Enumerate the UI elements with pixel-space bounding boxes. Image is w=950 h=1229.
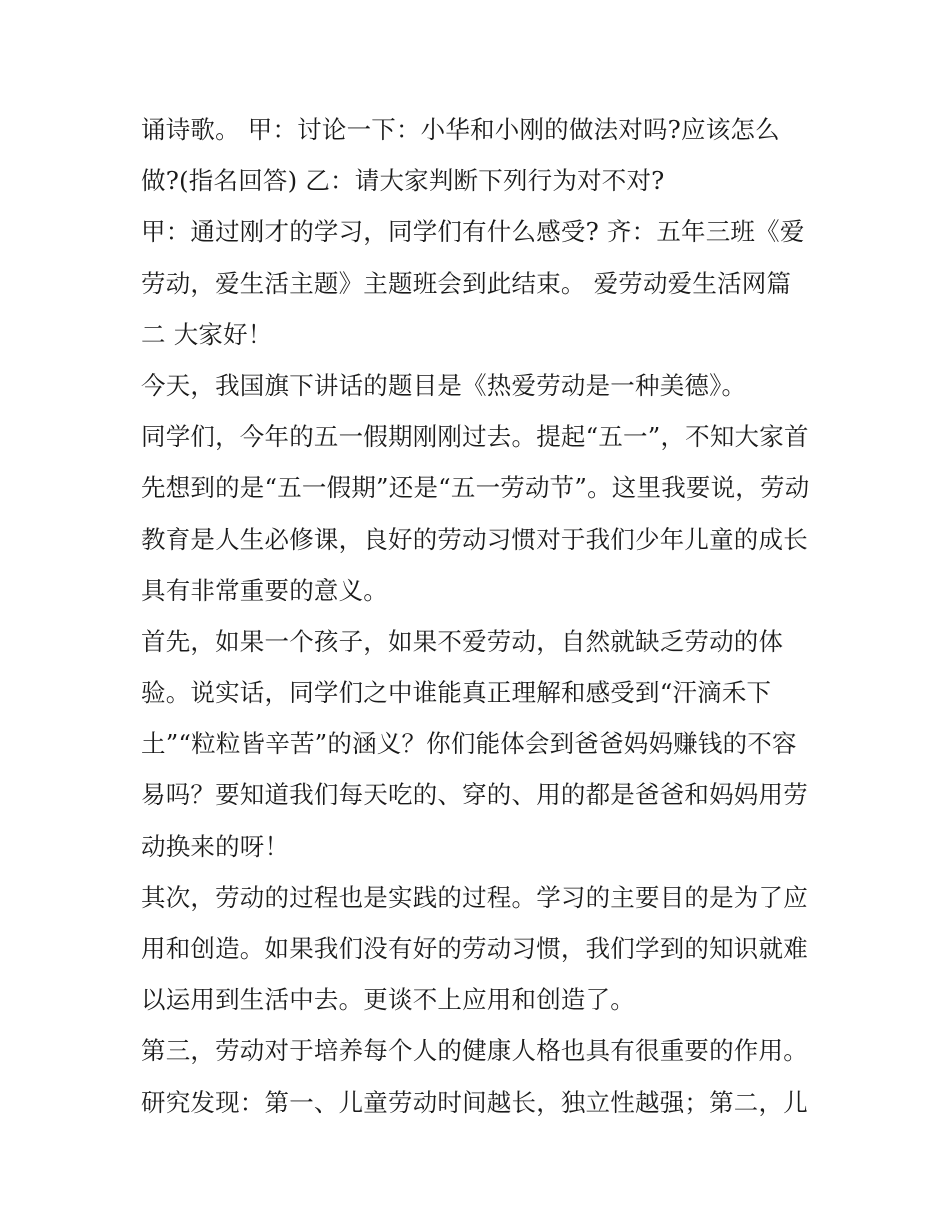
text-line: 土”“粒粒皆辛苦”的涵义？你们能体会到爸爸妈妈赚钱的不容 — [141, 729, 797, 759]
text-line: 先想到的是“五一假期”还是“五一劳动节”。这里我要说，劳动 — [141, 473, 810, 503]
text-line: 用和创造。如果我们没有好的劳动习惯，我们学到的知识就难 — [141, 934, 808, 963]
text-line: 易吗？要知道我们每天吃的、穿的、用的都是爸爸和妈妈用劳 — [141, 780, 808, 810]
text-line: 验。说实话，同学们之中谁能真正理解和感受到“汗滴禾下 — [141, 678, 772, 708]
text-line: 甲：通过刚才的学习，同学们有什么感受? 齐：五年三班《爱 — [141, 217, 805, 247]
text-line: 具有非常重要的意义。 — [141, 575, 388, 605]
text-line: 今天，我国旗下讲话的题目是《热爱劳动是一种美德》。 — [141, 370, 747, 400]
text-line: 其次，劳动的过程也是实践的过程。学习的主要目的是为了应 — [141, 882, 808, 912]
text-line: 动换来的呀！ — [141, 831, 290, 861]
text-line: 以运用到生活中去。更谈不上应用和创造了。 — [141, 985, 635, 1015]
text-line: 同学们，今年的五一假期刚刚过去。提起“五一”，不知大家首 — [141, 422, 809, 452]
text-line: 第三，劳动对于培养每个人的健康人格也具有很重要的作用。 — [141, 1036, 808, 1066]
document-body — [141, 104, 821, 1128]
text-line: 二 大家好！ — [141, 319, 273, 349]
text-line: 研究发现：第一、儿童劳动时间越长，独立性越强；第二，儿 — [141, 1087, 808, 1117]
text-line: 做?(指名回答) 乙：请大家判断下列行为对不对? — [141, 166, 665, 196]
text-line: 劳动，爱生活主题》主题班会到此结束。 爱劳动爱生活网篇 — [141, 268, 792, 298]
text-line: 教育是人生必修课，良好的劳动习惯对于我们少年儿童的成长 — [141, 524, 808, 554]
text-line: 首先，如果一个孩子，如果不爱劳动，自然就缺乏劳动的体 — [141, 626, 784, 656]
text-line: 诵诗歌。 甲：讨论一下：小华和小刚的做法对吗?应该怎么 — [141, 115, 780, 144]
